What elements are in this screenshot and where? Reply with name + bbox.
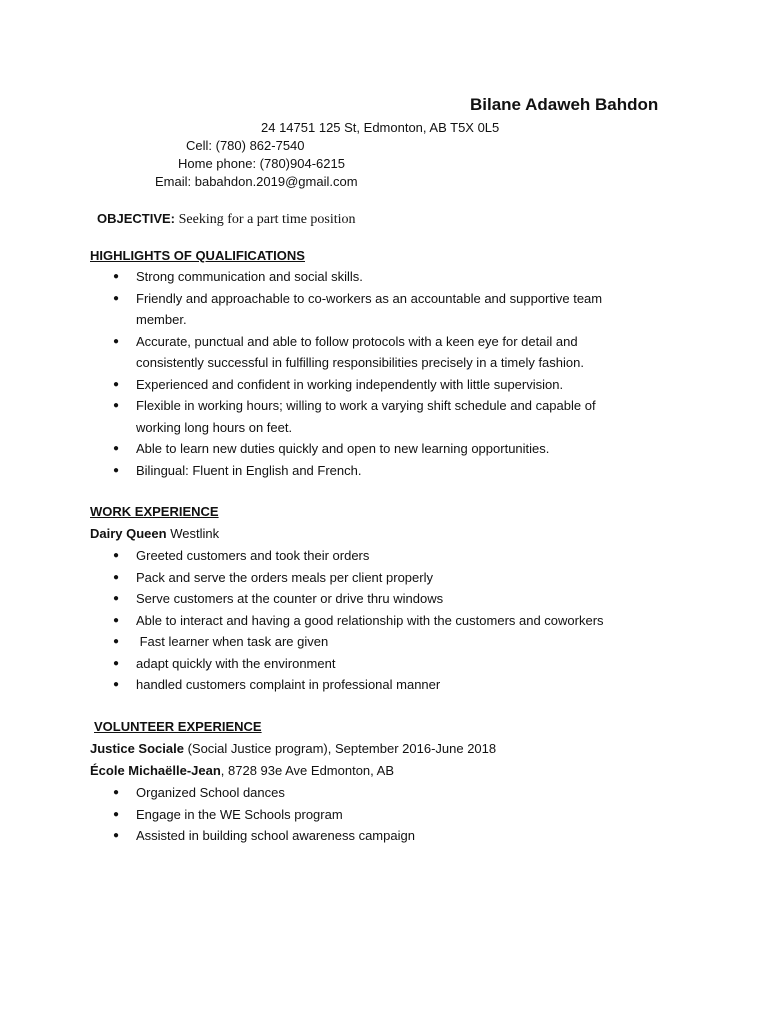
list-item: ● Assisted in building school awareness campaign (136, 825, 415, 847)
objective (97, 211, 356, 228)
objective-text: Seeking for a part time position (178, 212, 356, 227)
list-item: ● Organized School dances (136, 782, 415, 804)
work-heading: WORK EXPERIENCE (90, 504, 219, 519)
bullet-icon: ● (113, 464, 120, 476)
list-item: ● Fast learner when task are given (136, 631, 604, 653)
volunteer-school (90, 763, 394, 778)
list-item: ● Greeted customers and took their orders (136, 545, 604, 567)
email: Email: babahdon.2019@gmail.com (155, 174, 358, 189)
list-item: ● Flexible in working hours; willing to work a varying shift schedule and capable of (136, 395, 602, 417)
bullet-icon: ● (113, 271, 120, 282)
work-list (113, 545, 604, 696)
address: 24 14751 125 St, Edmonton, AB T5X 0L5 (261, 120, 500, 135)
list-item: ● Able to learn new duties quickly and open to new learning opportunities. (136, 438, 602, 460)
list-item: ● Serve customers at the counter or drive thru windows (136, 588, 604, 610)
list-item: ● Strong communication and social skills. (136, 266, 602, 288)
bullet-icon: ● (113, 657, 120, 669)
employer-location: Westlink (166, 526, 220, 541)
list-item: ● Friendly and approachable to co-workers as an accountable and supportive team (136, 288, 602, 310)
volunteer-heading: VOLUNTEER EXPERIENCE (94, 719, 262, 734)
bullet-icon: ● (113, 443, 120, 454)
volunteer-school-detail: , 8728 93e Ave Edmonton, AB (220, 763, 395, 778)
list-item: ● Accurate, punctual and able to follow protocols with a keen eye for detail and (136, 331, 602, 353)
qualifications-heading: HIGHLIGHTS OF QUALIFICATIONS (90, 248, 305, 263)
list-item-continuation: consistently successful in fulfilling responsibilities precisely in a timely fashion. (136, 355, 584, 370)
volunteer-org (90, 741, 496, 756)
bullet-icon: ● (113, 679, 120, 690)
list-item-continuation: working long hours on feet. (136, 419, 293, 435)
applicant-name: Bilane Adaweh Bahdon (470, 95, 659, 114)
volunteer-school-name: École Michaëlle-Jean (90, 763, 221, 778)
bullet-icon: ● (113, 335, 120, 347)
list-item-continuation: member. (136, 312, 187, 327)
bullet-icon: ● (113, 808, 120, 820)
bullet-icon: ● (113, 636, 120, 647)
bullet-icon: ● (113, 830, 120, 841)
objective-label: OBJECTIVE: (97, 211, 176, 226)
bullet-icon: ● (113, 593, 120, 604)
bullet-icon: ● (113, 787, 120, 798)
employer (90, 526, 219, 541)
volunteer-list (113, 782, 415, 847)
bullet-icon: ● (113, 292, 120, 304)
bullet-icon: ● (113, 378, 120, 390)
list-item: ● Experienced and confident in working independently with little supervision. (136, 374, 602, 396)
list-item: ● adapt quickly with the environment (136, 653, 604, 675)
bullet-icon: ● (113, 614, 120, 626)
list-item: ● Able to interact and having a good relationship with the customers and coworkers (136, 610, 604, 632)
list-item: ● Engage in the WE Schools program (136, 804, 415, 826)
list-item: ● Bilingual: Fluent in English and French. (136, 460, 602, 482)
list-item: ● handled customers complaint in professional manner (136, 674, 604, 696)
qualifications-list (113, 266, 603, 481)
volunteer-org-detail: (Social Justice program), September 2016-June 2018 (183, 741, 497, 756)
bullet-icon: ● (113, 550, 120, 561)
bullet-icon: ● (113, 571, 120, 583)
list-item: ● Pack and serve the orders meals per client properly (136, 567, 604, 589)
home-phone: Home phone: (780)904-6215 (178, 156, 345, 171)
cell-phone: Cell: (780) 862-7540 (186, 138, 305, 153)
volunteer-org-name: Justice Sociale (90, 741, 184, 756)
bullet-icon: ● (113, 400, 120, 411)
employer-name: Dairy Queen (90, 526, 167, 541)
